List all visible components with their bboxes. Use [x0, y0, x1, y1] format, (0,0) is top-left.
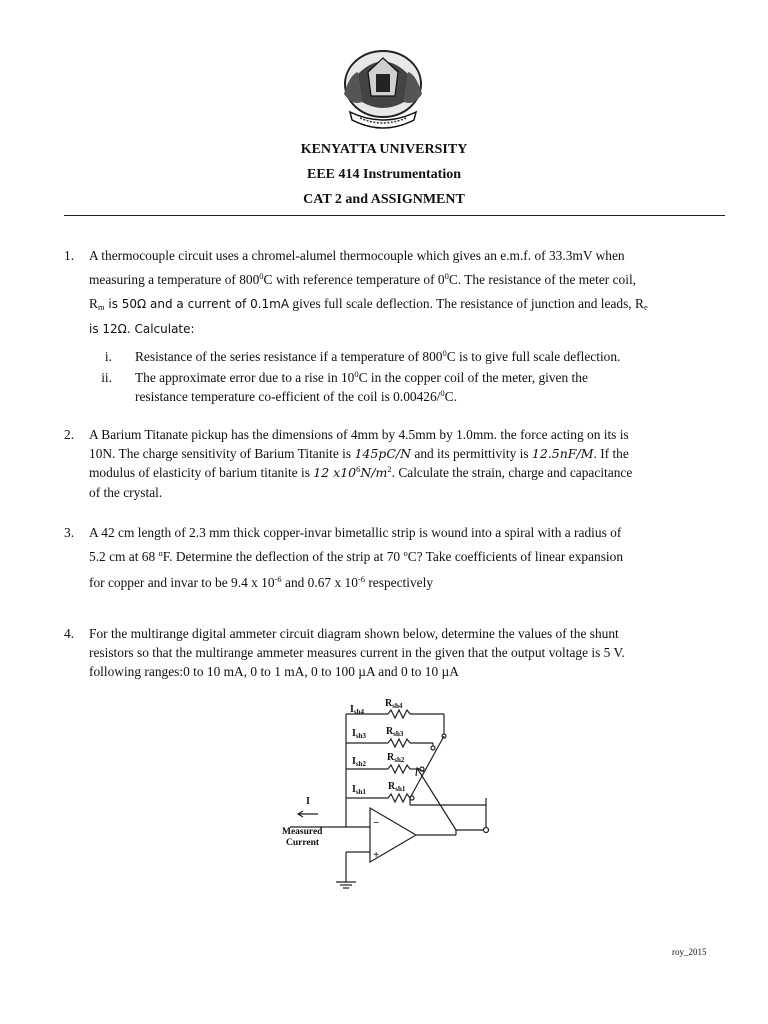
question-number: 4. — [64, 626, 75, 641]
question-number: 2. — [64, 427, 75, 442]
question-text-line: $R_m$ is 50Ω and a current of 0.1mA gives full scale deflection. The resistance of junction and leads, $R_e$ — [89, 296, 648, 312]
op-amp-inverting-sign: − — [373, 817, 380, 829]
part-text: The approximate error due to a rise in $10^0C$ in the copper coil of the meter, given the — [135, 369, 588, 385]
question-text-line: 10N. The charge sensitivity of Barium Titanite is 145pC/N and its permittivity is 12.5nF/M. If the — [89, 446, 629, 461]
part-number: i. — [104, 349, 112, 364]
output-terminal — [484, 828, 489, 833]
question-text-line: resistors so that the multirange ammeter measures current in the given that the output voltage is 5 V. — [89, 645, 625, 660]
part-text: resistance temperature co-efficient of the coil is 0.00426/$^0$C. — [135, 388, 457, 404]
label-measured: Measured — [282, 827, 323, 837]
shunt-resistor-4 — [388, 710, 410, 718]
label-resistor-sh4: $R_{sh}4$ — [385, 698, 403, 710]
question-text-line: 5.2 cm at 68 $^o$F. Determine the deflection of the strip at 70 $^o$C? Take coefficients of linear expansion — [89, 548, 624, 564]
label-resistor-sh3: $R_{sh}3$ — [386, 726, 404, 738]
question-text-line: is 12Ω. Calculate: — [89, 322, 195, 336]
switch-contact-3 — [431, 746, 435, 750]
header-divider — [64, 215, 725, 216]
label-current-I: I — [306, 796, 310, 807]
assessment-title: CAT 2 and ASSIGNMENT — [303, 192, 465, 207]
question-text-line: modulus of elasticity of barium titanite is 12 $x10^6N/m^2$. Calculate the strain, charge and capacitance — [89, 464, 633, 480]
question-number: 1. — [64, 248, 75, 263]
university-name: KENYATTA UNIVERSITY — [300, 142, 468, 157]
multirange-ammeter-circuit-diagram — [270, 690, 502, 890]
range-selector-arrow — [417, 768, 456, 830]
question-text-line: For the multirange digital ammeter circuit diagram shown below, determine the values of the shunt — [89, 626, 619, 641]
label-resistor-sh2: $R_{sh}2$ — [387, 752, 405, 764]
part-number: ii. — [101, 370, 112, 385]
course-title: EEE 414 Instrumentation — [306, 167, 462, 182]
footer-credit: roy_2015 — [672, 947, 707, 957]
question-text-line: A Barium Titanate pickup has the dimensions of 4mm by 4.5mm by 1.0mm. the force acting on its is — [89, 427, 629, 442]
question-text-line: of the crystal. — [89, 485, 163, 500]
question-number: 3. — [64, 525, 75, 540]
question-text-line: measuring a temperature of $800^0C$ with reference temperature of $0^0C$. The resistance of the meter coil, — [89, 271, 637, 287]
label-current-sh3: $I_{sh}3$ — [352, 728, 367, 740]
question-text-line: for copper and invar to be 9.4 x $10^{-6}$ and 0.67 x $10^{-6}$ respectively — [89, 574, 434, 590]
shunt-resistor-1 — [388, 794, 410, 802]
question-text-line: A thermocouple circuit uses a chromel-alumel thermocouple which gives an e.m.f. of 33.3mV when — [89, 248, 625, 263]
question-text-line: following ranges:0 to 10 mA, 0 to 1 mA, 0 to 100 µA and 0 to 10 µA — [89, 664, 459, 679]
part-text: Resistance of the series resistance if a temperature of $800^0C$ is to give full scale deflection. — [135, 348, 621, 364]
shunt-resistor-2 — [388, 765, 410, 773]
label-current-sh4: $I_{sh}4$ — [350, 704, 365, 716]
university-seal-logo — [338, 44, 428, 136]
shunt-resistor-3 — [388, 739, 410, 747]
label-current-sh1: $I_{sh}1$ — [352, 784, 367, 796]
label-resistor-sh1: $R_{sh}1$ — [388, 781, 406, 793]
label-current: Current — [286, 838, 320, 848]
label-current-sh2: $I_{sh}2$ — [352, 756, 367, 768]
question-text-line: A 42 cm length of 2.3 mm thick copper-invar bimetallic strip is wound into a spiral with a radius of — [89, 525, 622, 540]
op-amp-noninverting-sign: + — [373, 849, 380, 861]
